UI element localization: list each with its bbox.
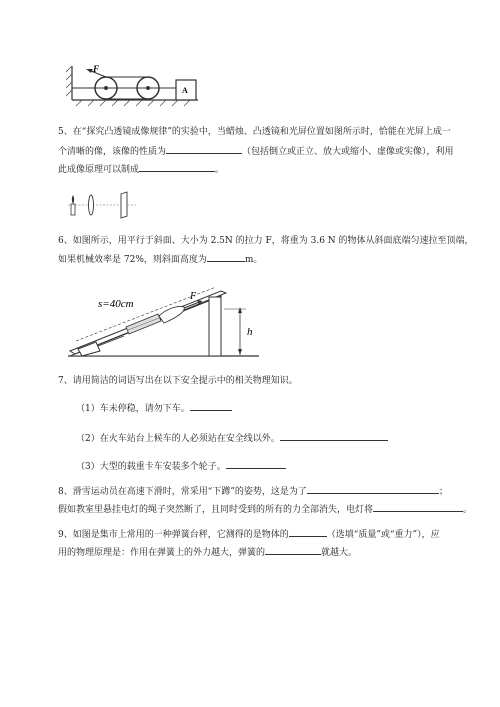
q9-blank-1[interactable] [289, 527, 327, 537]
q7-item2 [76, 431, 388, 445]
q5-line1: 5、在“探究凸透镜成像规律”的实验中，当蜡烛、凸透镜和光屏位置如图所示时，恰能在光屏上成一 [58, 127, 451, 137]
q9-line1-text-b: （选填“质量”或“重力”），应 [326, 530, 440, 540]
q6-line2-text-b: m。 [244, 255, 263, 265]
incline-distance-label: s=40cm [98, 298, 134, 310]
q6-line1: 6、如图所示，用平行于斜面、大小为 2.5N 的拉力 F，将重为 3.6 N 的物体从斜面底端匀速拉至顶端， [58, 236, 474, 246]
q7-title: 7、请用简洁的词语写出在以下安全提示中的相关物理知识。 [58, 376, 298, 386]
q7-blank-1[interactable] [190, 401, 232, 411]
q9-line2 [58, 545, 357, 559]
lens-figure [66, 190, 146, 220]
q9-line1-text-a: 9、如图是集市上常用的一种弹簧台秤，它测得的是物体的 [58, 530, 289, 540]
incline-force-label: F [190, 291, 197, 302]
q5-line3-text-a: 此成像原理可以制成 [58, 165, 140, 175]
q7-item1 [76, 401, 232, 415]
q5-line2-text-a: 个清晰的像，该像的性质为 [58, 147, 167, 157]
pulley-force-label: F [93, 64, 100, 74]
q8-blank-2[interactable] [373, 502, 463, 512]
q9-line1 [58, 527, 440, 541]
q7-item3-text: （3）大型的载重卡车安装多个轮子。 [76, 462, 226, 472]
incline-figure [66, 283, 262, 361]
q8-line2 [58, 502, 472, 516]
q5-line2-text-b: （包括倒立或正立、放大或缩小、虚像或实像），利用 [242, 147, 454, 157]
q9-blank-2[interactable] [265, 545, 321, 555]
q8-blank-1[interactable] [307, 484, 439, 494]
box-a-label: A [182, 86, 188, 95]
q7-item2-text: （2）在火车站台上候车的人必须站在安全线以外。 [76, 434, 280, 444]
q9-line2-text-a: 用的物理原理是：作用在弹簧上的外力越大，弹簧的 [58, 548, 266, 558]
q8-line1-text-a: 8、滑雪运动员在高速下滑时，常采用“下蹲”的姿势，这是为了 [58, 487, 307, 497]
q7-blank-2[interactable] [280, 431, 388, 441]
q8-line2-text-a: 假如教室里悬挂电灯的绳子突然断了，且同时受到的所有的力全部消失，电灯将 [58, 505, 374, 515]
q8-line1-text-b: ； [438, 487, 448, 497]
q6-line2 [58, 252, 262, 266]
q7-item3 [76, 459, 286, 473]
q7-item1-text: （1）车未停稳，请勿下车。 [76, 404, 190, 414]
q8-line1 [58, 484, 448, 498]
q6-line2-text-a: 如果机械效率是 72%，则斜面高度为 [58, 255, 207, 265]
q8-line2-text-b: 。 [463, 505, 473, 515]
q9-line2-text-b: 就越大。 [321, 548, 358, 558]
q7-blank-3[interactable] [226, 459, 286, 469]
q5-blank-2[interactable] [139, 162, 215, 172]
pulley-figure [66, 62, 206, 107]
q6-blank-1[interactable] [207, 252, 245, 262]
q5-blank-1[interactable] [166, 144, 242, 154]
q5-line2 [58, 144, 454, 158]
q5-line3 [58, 162, 224, 176]
incline-height-label: h [247, 326, 253, 338]
q5-line3-text-b: 。 [215, 165, 225, 175]
